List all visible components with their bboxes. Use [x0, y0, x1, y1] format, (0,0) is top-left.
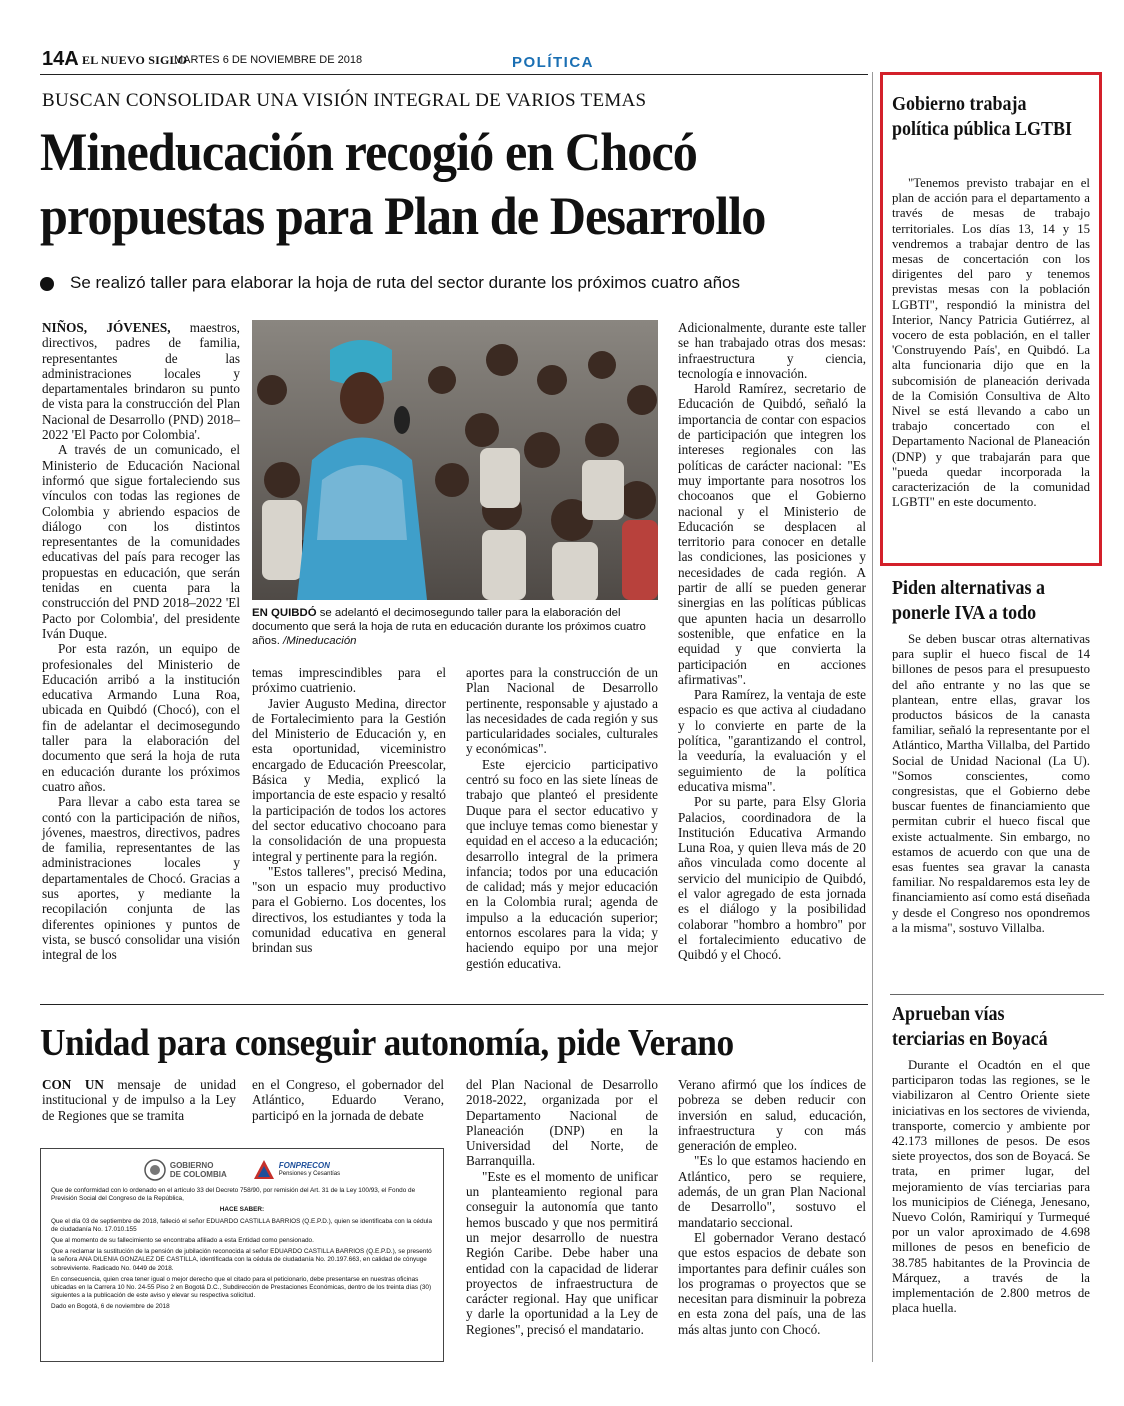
paragraph: Para llevar a cabo esta tarea se contó con la participación de niños, jóvenes, maestros, directivos, padres de familia, representantes de las administraciones locales y departamentales de Chocó. Gracias a sus aportes, y mediante la recopilación conjunta de las diferentes opiniones y puntos de vista, se buscó consolidar una visión integral de los	[42, 794, 240, 963]
logo2-line1: FONPRECON	[278, 1161, 330, 1170]
article-headline: Mineducación recogió en Chocó propuestas para Plan de Desarrollo	[40, 122, 766, 246]
paragraph: en el Congreso, el gobernador del Atlántico, Eduardo Verano, participó en la jornada de debate	[252, 1077, 444, 1123]
sidebar-lgtbi-title: Gobierno trabaja política pública LGTBI	[892, 93, 1073, 140]
sidebar-iva-body	[892, 632, 1090, 936]
paragraph: del Plan Nacional de Desarrollo 2018-2022, organizada por el Departamento Nacional de Planeación (DNP) en la Universidad del Norte, de Barranquilla.	[466, 1077, 658, 1169]
sidebar-boyaca-title: Aprueban vías terciarias en Boyacá	[892, 1003, 1048, 1050]
bullet-dot-icon	[40, 277, 54, 291]
caption-lead: EN QUIBDÓ	[252, 607, 317, 619]
paragraph: Este ejercicio participativo centró su foco en las siete líneas de trabajo que planteó el presidente Duque para el sector educativo y que incluye temas como bienestar y equidad en el acceso a la educación; desarrollo integral de la primera infancia; todos por una educación de calidad; más y mejor educación en la Colombia rural; agenda de impulso a la educación superior; entornos escolares para la vida; y haciendo equipo por una mejor gestión educativa.	[466, 756, 658, 971]
paragraph: "Tenemos previsto trabajar en el plan de acción para el departamento a través de mesas de trabajo territoriales. Los días 13, 14 y 15 vendremos a trabajar dentro de las mesas de concertación con los dirigentes del paro y tenemos previstas mesas con la población LGBTI", respondió la ministra del Interior, Nancy Patricia Gutiérrez, al vocero de esta población, en el taller 'Construyendo País', en Quibdó. La alta funcionaria dijo que en la subcomisión de planeación derivada de la Comisión Consultiva de Alto Nivel se está llevando a cabo un trabajo concertado con el Departamento Nacional de Planeación (DNP) y que trabajarán para que "pueda quedar incorporada la caracterización de la comunidad LGBTI" en este documento.	[892, 176, 1090, 510]
paragraph: "Estos talleres", precisó Medina, "son un espacio muy productivo para el Gobierno. Los docentes, los directivos, los estudiantes y toda la comunidad educativa en general brindan sus	[252, 863, 446, 956]
article-column-2	[252, 665, 446, 956]
paragraph: El gobernador Verano destacó que estos espacios de debate son importantes para definir cuáles son los programas o proyectos que se necesitan para disminuir la pobreza en esta zona del país, una de las más altas junto con Chocó.	[678, 1229, 866, 1337]
logo1-line2: DE COLOMBIA	[169, 1170, 227, 1179]
crowd-photo-illustration	[252, 320, 658, 600]
sidebar-lgtbi-body	[892, 176, 1090, 510]
sidebar-rule	[890, 994, 1104, 995]
paragraph: mensaje de unidad institucional y de impulso a la Ley de Regiones que se tramita	[42, 1077, 237, 1123]
gobierno-logo	[144, 1159, 227, 1181]
second-headline: Unidad para conseguir autonomía, pide Verano	[40, 1022, 734, 1064]
article-lead: NIÑOS, JÓVENES,	[42, 320, 171, 335]
notice-logos	[51, 1159, 433, 1181]
section-divider	[40, 1004, 868, 1005]
article-column-4	[678, 320, 866, 962]
paragraph: maestros, directivos, padres de familia, representantes de las administraciones locales y departamentales brindaron su punto de vista para la construcción del Plan Nacional de Desarrollo (PND) 2018–2022 'El Pacto por Colombia'.	[42, 320, 240, 443]
paragraph: Adicionalmente, durante este taller se han trabajado otras dos mesas: infraestructura y ciencia, tecnología e innovación.	[678, 320, 866, 381]
paragraph: Harold Ramírez, secretario de Educación de Quibdó, señaló la importancia de contar con espacios de participación que integren los intereses regionales con las políticas de carácter nacional: "Es muy importante para nosotros los chocoanos que el Gobierno nacional y el Ministerio de Educación se desplacen al territorio para conocer en detalle las condiciones, las posiciones y necesidades de cada región. A partir de allí se pueden generar sinergias en las políticas públicas que apunten hacia un desarrollo sostenible, que enfatice en la equidad y que convierta la participación en acciones afirmativas".	[678, 381, 866, 687]
paragraph: temas imprescindibles para el próximo cuatrienio.	[252, 665, 446, 696]
article-column-1	[42, 320, 240, 962]
newspaper-name: EL NUEVO SIGLO	[82, 53, 188, 67]
paragraph: Por esta razón, un equipo de profesionales del Ministerio de Educación arribó a la institución educativa Armando Luna Roa, ubicada en Quibdó (Chocó), con el fin de adelantar el decimosegundo taller para la elaboración del documento que será la hoja de ruta en educación durante los próximos cuatro años.	[42, 641, 240, 794]
header-rule	[40, 74, 868, 75]
notice-paragraph: Que a reclamar la sustitución de la pensión de jubilación reconocida al señor EDUARDO CASTILLA BARRIOS (Q.E.P.D.), se presentó la señora ANA DILENIA GONZALEZ DE CASTILLA, identificada con la cédula de ciudadanía No. 20.197.663, en calidad de cónyuge sobreviviente. Radicado No. 0449 de 2018.	[51, 1248, 432, 1272]
fonprecon-logo	[253, 1159, 340, 1181]
paragraph: Verano afirmó que los índices de pobreza se deben reducir con inversión en salud, educación, infraestructura y con más generación de empleo.	[678, 1077, 866, 1154]
article-column-3	[466, 665, 658, 971]
logo2-line2: Pensiones y Cesantías	[278, 1171, 341, 1177]
notice-paragraph: En consecuencia, quien crea tener igual o mejor derecho que el citado para el peticionario, debe presentarse en nuestras oficinas ubicadas en la Carrera 10 No. 24-55 Piso 2 en Bogotá D.C., Subdirección de Prestaciones Económicas, dentro de los treinta días (30) siguientes a la publicación de este aviso y elevar su respectiva solicitud.	[51, 1275, 432, 1300]
legal-notice-box	[40, 1148, 444, 1362]
fonprecon-emblem-icon	[253, 1159, 275, 1181]
article-subhead: Se realizó taller para elaborar la hoja de ruta del sector durante los próximos cuatro años	[70, 273, 740, 292]
paragraph: A través de un comunicado, el Ministerio de Educación Nacional informó que sigue fortaleciendo sus vínculos con todas las regiones de Colombia y abriendo espacios de diálogo con los distintos representantes de la comunidades educativas del país para recoger las propuestas en educación, que serán tenidas en cuenta para la construcción del PND 2018–2022 'El Pacto por Colombia', del presidente Iván Duque.	[42, 442, 240, 641]
paragraph: Se deben buscar otras alternativas para suplir el hueco fiscal de 14 billones de pesos para el presupuesto del año entrante y no las que se plantean, entre ellas, gravar los productos básicos de la canasta familiar, señaló la representante por el Atlántico, Martha Villalba, del Partido Social de Unidad Nacional (La U). "Somos conscientes, como congresistas, que el Gobierno debe buscar fuentes de financiamiento que permitan cubrir el hueco fiscal que existe actualmente. Sin embargo, no estamos de acuerdo con que una de esas fuentes sea gravar la canasta familiar. No respaldaremos esta ley de financiamiento así como está diseñada y desde el Congreso nos opondremos a la misma", sostuvo Villalba.	[892, 632, 1090, 935]
paragraph: Javier Augusto Medina, director de Fortalecimiento para la Gestión del Ministerio de Educación y, en esta oportunidad, viceministro encargado de Educación Preescolar, Básica y Media, explicó la importancia de este espacio y resaltó la participación de todos los actores del sector educativo chocoano para la consolidación de una propuesta integral y pertinente para la región.	[252, 695, 446, 864]
notice-intro: Que de conformidad con lo ordenado en el artículo 33 del Decreto 758/90, por remisión del Art. 31 de la Ley 100/93, el Fondo de Previsión Social del Congreso de la República,	[51, 1187, 416, 1203]
notice-paragraph: Que el día 03 de septiembre de 2018, falleció el señor EDUARDO CASTILLA BARRIOS (Q.E.P.D.), quien se identificaba con la cédula de ciudadanía No. 17.010.155	[51, 1217, 433, 1233]
article-kicker: BUSCAN CONSOLIDAR UNA VISIÓN INTEGRAL DE VARIOS TEMAS	[42, 90, 647, 111]
notice-hace-saber: HACE SABER:	[219, 1206, 265, 1214]
paragraph: "Este es el momento de unificar un planteamiento regional para conseguir la autonomía que tanto hemos buscado y que nos permitirá un mejor desarrollo de nuestra Región Caribe. Debe haber una entidad con la capacidad de liderar proyectos de infraestructura de carácter regional. Hay que unificar y darle la oportunidad a la Ley de Regiones", precisó el mandatario.	[466, 1168, 658, 1337]
second-lead: CON UN	[42, 1077, 104, 1092]
caption-text: se adelantó el decimosegundo taller para la elaboración del documento que será la hoja de ruta en educación durante los próximos cuatro años.	[252, 607, 646, 647]
second-column-3	[466, 1077, 658, 1337]
second-column-1	[42, 1077, 236, 1123]
coat-of-arms-icon	[144, 1159, 166, 1181]
notice-paragraph: Que al momento de su fallecimiento se encontraba afiliado a esta Entidad como pensionado.	[51, 1237, 314, 1245]
paragraph: aportes para la construcción de un Plan Nacional de Desarrollo pertinente, responsable y ajustado a las necesidades de cada región y sus particularidades sociales, culturales y económicas".	[466, 665, 658, 757]
section-title: POLÍTICA	[512, 54, 594, 71]
sidebar-boyaca-body	[892, 1058, 1090, 1316]
photo-caption	[252, 606, 658, 648]
paragraph: Durante el Ocadtón en el que participaron todas las regiones, se le viabilizaron al Centro Oriente siete iniciativas en los sectores de vivienda, transporte, comercio y ambiente por 42.173 millones de pesos. De esos siete proyectos, dos son de Boyacá. Se trata, en primer lugar, del mejoramiento de vías terciarias para los municipios de Ciénega, Jenesano, Nuevo Colón, Ramiriquí y Turmequé por un valor aproximado de 4.698 millones de pesos en beneficio de 38.785 habitantes de la Provincia de Márquez, a través de la implementación de 2.800 metros de placa huella.	[892, 1058, 1090, 1316]
article-photo	[252, 320, 658, 600]
second-column-4	[678, 1077, 866, 1337]
issue-date: MARTES 6 DE NOVIEMBRE DE 2018	[174, 54, 363, 66]
sidebar-divider	[872, 72, 873, 1362]
logo1-line1: GOBIERNO	[169, 1161, 214, 1170]
notice-date: Dado en Bogotá, 6 de noviembre de 2018	[51, 1303, 170, 1311]
sidebar-iva-title: Piden alternativas a ponerle IVA a todo	[892, 577, 1045, 624]
page-number: 14A	[42, 48, 79, 70]
paragraph: "Es lo que estamos haciendo en Atlántico, pero se requiere, además, de un gran Plan Nacional de Desarrollo", sostuvo el mandatario seccional.	[678, 1153, 866, 1230]
photo-credit: /Mineducación	[279, 635, 357, 647]
paragraph: Por su parte, para Elsy Gloria Palacios, coordinadora de la Institución Educativa Armando Luna Roa, y quien lleva más de 20 años vinculada como docente al servicio del municipio de Quibdó, el valor agregado de esta jornada es el diálogo y la posibilidad colaborar "hombro a hombro" por el fortalecimiento educativo de Quibdó y el Chocó.	[678, 794, 866, 963]
paragraph: Para Ramírez, la ventaja de este espacio es que activa al ciudadano y lo convierte en parte de la política, "garantizando el control, la veeduría, la evaluación y el seguimiento de la política educativa misma".	[678, 687, 866, 794]
second-column-2	[252, 1077, 444, 1123]
